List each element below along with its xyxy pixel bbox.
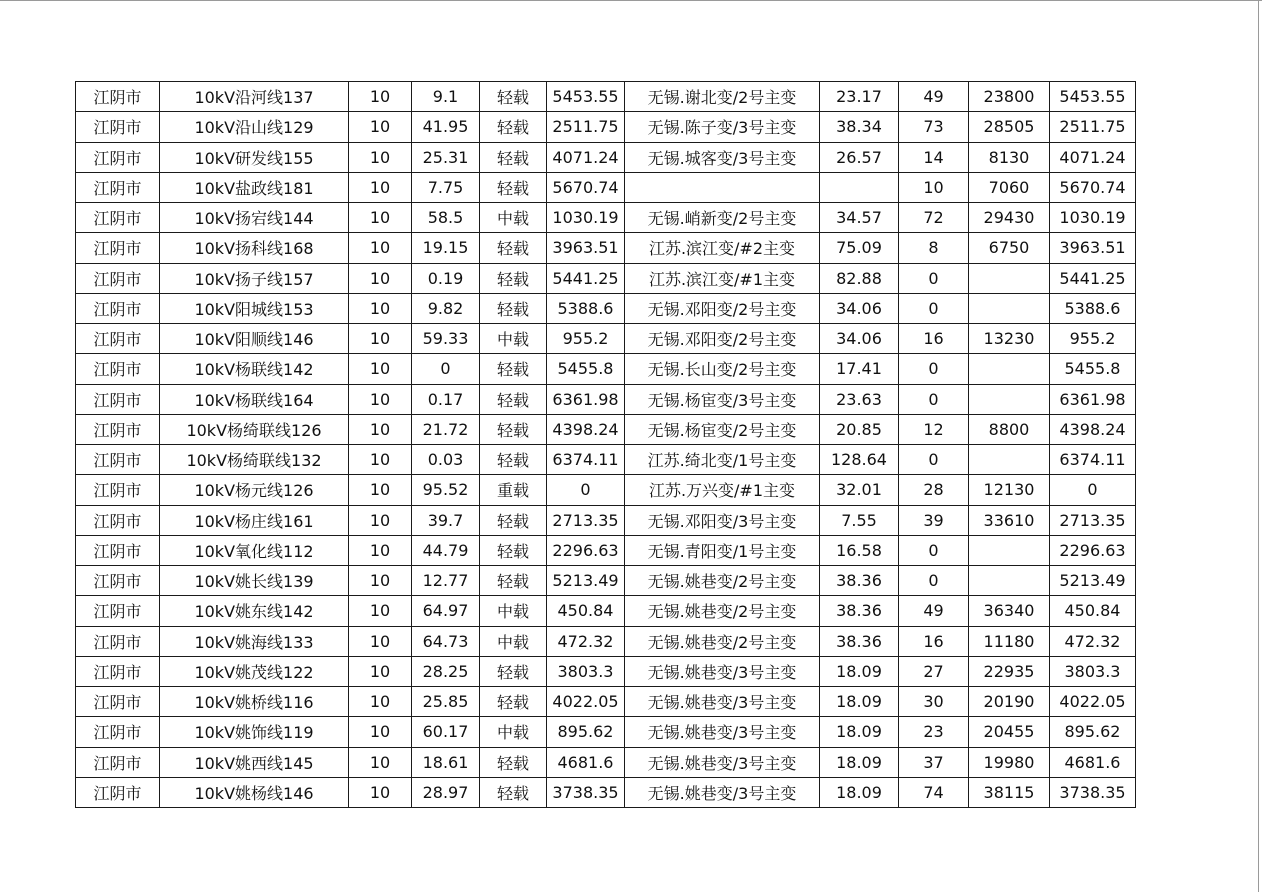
user-capacity-cell: 23800 xyxy=(969,82,1050,112)
user-count-cell: 49 xyxy=(899,82,969,112)
load-status-cell: 中载 xyxy=(480,203,547,233)
transformer-load-cell: 32.01 xyxy=(820,475,899,505)
voltage-cell: 10 xyxy=(349,172,412,202)
capacity-margin-cell: 3803.3 xyxy=(547,656,625,686)
voltage-cell: 10 xyxy=(349,687,412,717)
available-capacity-cell: 2296.63 xyxy=(1050,535,1136,565)
voltage-cell: 10 xyxy=(349,747,412,777)
city-cell: 江阴市 xyxy=(76,384,160,414)
voltage-cell: 10 xyxy=(349,354,412,384)
available-capacity-cell: 2713.35 xyxy=(1050,505,1136,535)
transformer-cell: 无锡.姚巷变/2号主变 xyxy=(625,596,820,626)
city-cell: 江阴市 xyxy=(76,293,160,323)
table-row xyxy=(76,82,1136,112)
transformer-load-cell: 34.57 xyxy=(820,203,899,233)
available-capacity-cell: 955.2 xyxy=(1050,324,1136,354)
page-border-right xyxy=(1258,0,1259,892)
user-count-cell: 73 xyxy=(899,112,969,142)
available-capacity-cell: 5388.6 xyxy=(1050,293,1136,323)
table-row xyxy=(76,354,1136,384)
city-cell: 江阴市 xyxy=(76,414,160,444)
feeder-name-cell: 10kV氧化线112 xyxy=(160,535,349,565)
feeder-name-cell: 10kV沿河线137 xyxy=(160,82,349,112)
load-status-cell: 轻载 xyxy=(480,82,547,112)
load-status-cell: 中载 xyxy=(480,626,547,656)
transformer-cell: 无锡.姚巷变/3号主变 xyxy=(625,717,820,747)
feeder-name-cell: 10kV姚茂线122 xyxy=(160,656,349,686)
load-rate-cell: 25.31 xyxy=(412,142,480,172)
capacity-margin-cell: 5453.55 xyxy=(547,82,625,112)
table-row xyxy=(76,112,1136,142)
city-cell: 江阴市 xyxy=(76,142,160,172)
transformer-cell: 无锡.峭新变/2号主变 xyxy=(625,203,820,233)
load-status-cell: 轻载 xyxy=(480,414,547,444)
city-cell: 江阴市 xyxy=(76,566,160,596)
load-status-cell: 轻载 xyxy=(480,112,547,142)
load-rate-cell: 18.61 xyxy=(412,747,480,777)
available-capacity-cell: 450.84 xyxy=(1050,596,1136,626)
table-row xyxy=(76,414,1136,444)
voltage-cell: 10 xyxy=(349,82,412,112)
feeder-name-cell: 10kV杨元线126 xyxy=(160,475,349,505)
user-count-cell: 0 xyxy=(899,293,969,323)
table-row xyxy=(76,203,1136,233)
load-rate-cell: 12.77 xyxy=(412,566,480,596)
transformer-cell xyxy=(625,172,820,202)
voltage-cell: 10 xyxy=(349,142,412,172)
feeder-name-cell: 10kV杨绮联线132 xyxy=(160,445,349,475)
feeder-name-cell: 10kV姚杨线146 xyxy=(160,777,349,807)
feeder-name-cell: 10kV杨绮联线126 xyxy=(160,414,349,444)
load-status-cell: 轻载 xyxy=(480,747,547,777)
load-rate-cell: 28.25 xyxy=(412,656,480,686)
available-capacity-cell: 3963.51 xyxy=(1050,233,1136,263)
load-rate-cell: 60.17 xyxy=(412,717,480,747)
user-capacity-cell xyxy=(969,354,1050,384)
capacity-margin-cell: 6374.11 xyxy=(547,445,625,475)
voltage-cell: 10 xyxy=(349,475,412,505)
user-capacity-cell: 6750 xyxy=(969,233,1050,263)
transformer-load-cell: 34.06 xyxy=(820,293,899,323)
transformer-load-cell: 82.88 xyxy=(820,263,899,293)
load-rate-cell: 9.82 xyxy=(412,293,480,323)
available-capacity-cell: 1030.19 xyxy=(1050,203,1136,233)
table-row xyxy=(76,172,1136,202)
load-status-cell: 轻载 xyxy=(480,777,547,807)
load-status-cell: 轻载 xyxy=(480,293,547,323)
transformer-cell: 无锡.邓阳变/2号主变 xyxy=(625,293,820,323)
table-row xyxy=(76,384,1136,414)
user-count-cell: 10 xyxy=(899,172,969,202)
user-capacity-cell: 12130 xyxy=(969,475,1050,505)
user-capacity-cell xyxy=(969,384,1050,414)
user-capacity-cell: 8800 xyxy=(969,414,1050,444)
user-capacity-cell xyxy=(969,445,1050,475)
capacity-margin-cell: 3963.51 xyxy=(547,233,625,263)
transformer-cell: 无锡.姚巷变/2号主变 xyxy=(625,566,820,596)
load-rate-cell: 41.95 xyxy=(412,112,480,142)
user-count-cell: 0 xyxy=(899,263,969,293)
feeder-name-cell: 10kV杨联线164 xyxy=(160,384,349,414)
load-rate-cell: 7.75 xyxy=(412,172,480,202)
user-capacity-cell: 36340 xyxy=(969,596,1050,626)
load-rate-cell: 0.19 xyxy=(412,263,480,293)
capacity-margin-cell: 955.2 xyxy=(547,324,625,354)
voltage-cell: 10 xyxy=(349,112,412,142)
city-cell: 江阴市 xyxy=(76,596,160,626)
voltage-cell: 10 xyxy=(349,324,412,354)
city-cell: 江阴市 xyxy=(76,324,160,354)
table-row xyxy=(76,777,1136,807)
city-cell: 江阴市 xyxy=(76,535,160,565)
city-cell: 江阴市 xyxy=(76,82,160,112)
transformer-cell: 无锡.陈子变/3号主变 xyxy=(625,112,820,142)
load-status-cell: 轻载 xyxy=(480,445,547,475)
capacity-margin-cell: 4681.6 xyxy=(547,747,625,777)
load-status-cell: 轻载 xyxy=(480,172,547,202)
user-count-cell: 16 xyxy=(899,324,969,354)
capacity-margin-cell: 6361.98 xyxy=(547,384,625,414)
transformer-load-cell: 38.36 xyxy=(820,626,899,656)
city-cell: 江阴市 xyxy=(76,777,160,807)
load-rate-cell: 64.97 xyxy=(412,596,480,626)
transformer-load-cell xyxy=(820,172,899,202)
city-cell: 江阴市 xyxy=(76,354,160,384)
user-count-cell: 37 xyxy=(899,747,969,777)
user-count-cell: 39 xyxy=(899,505,969,535)
voltage-cell: 10 xyxy=(349,414,412,444)
load-status-cell: 轻载 xyxy=(480,263,547,293)
capacity-margin-cell: 2511.75 xyxy=(547,112,625,142)
load-rate-cell: 19.15 xyxy=(412,233,480,263)
voltage-cell: 10 xyxy=(349,596,412,626)
load-rate-cell: 21.72 xyxy=(412,414,480,444)
transformer-load-cell: 16.58 xyxy=(820,535,899,565)
table-row xyxy=(76,445,1136,475)
load-rate-cell: 64.73 xyxy=(412,626,480,656)
feeder-name-cell: 10kV杨庄线161 xyxy=(160,505,349,535)
user-capacity-cell: 20455 xyxy=(969,717,1050,747)
load-status-cell: 中载 xyxy=(480,596,547,626)
user-capacity-cell: 11180 xyxy=(969,626,1050,656)
transformer-cell: 无锡.姚巷变/3号主变 xyxy=(625,747,820,777)
city-cell: 江阴市 xyxy=(76,626,160,656)
load-rate-cell: 58.5 xyxy=(412,203,480,233)
user-capacity-cell: 28505 xyxy=(969,112,1050,142)
available-capacity-cell: 5453.55 xyxy=(1050,82,1136,112)
available-capacity-cell: 2511.75 xyxy=(1050,112,1136,142)
capacity-margin-cell: 472.32 xyxy=(547,626,625,656)
feeder-name-cell: 10kV阳顺线146 xyxy=(160,324,349,354)
capacity-margin-cell: 0 xyxy=(547,475,625,505)
voltage-cell: 10 xyxy=(349,777,412,807)
load-rate-cell: 39.7 xyxy=(412,505,480,535)
available-capacity-cell: 5213.49 xyxy=(1050,566,1136,596)
user-count-cell: 0 xyxy=(899,445,969,475)
user-count-cell: 16 xyxy=(899,626,969,656)
table-row xyxy=(76,656,1136,686)
city-cell: 江阴市 xyxy=(76,475,160,505)
available-capacity-cell: 4681.6 xyxy=(1050,747,1136,777)
feeder-name-cell: 10kV姚海线133 xyxy=(160,626,349,656)
transformer-load-cell: 23.63 xyxy=(820,384,899,414)
voltage-cell: 10 xyxy=(349,263,412,293)
table-row xyxy=(76,263,1136,293)
city-cell: 江阴市 xyxy=(76,656,160,686)
transformer-load-cell: 18.09 xyxy=(820,777,899,807)
user-count-cell: 72 xyxy=(899,203,969,233)
available-capacity-cell: 4071.24 xyxy=(1050,142,1136,172)
transformer-cell: 无锡.长山变/2号主变 xyxy=(625,354,820,384)
available-capacity-cell: 3738.35 xyxy=(1050,777,1136,807)
available-capacity-cell: 6374.11 xyxy=(1050,445,1136,475)
table-row xyxy=(76,505,1136,535)
voltage-cell: 10 xyxy=(349,717,412,747)
table-row xyxy=(76,475,1136,505)
voltage-cell: 10 xyxy=(349,535,412,565)
load-rate-cell: 95.52 xyxy=(412,475,480,505)
user-capacity-cell: 19980 xyxy=(969,747,1050,777)
load-status-cell: 轻载 xyxy=(480,384,547,414)
table-row xyxy=(76,535,1136,565)
load-status-cell: 轻载 xyxy=(480,505,547,535)
available-capacity-cell: 4022.05 xyxy=(1050,687,1136,717)
transformer-load-cell: 128.64 xyxy=(820,445,899,475)
load-status-cell: 轻载 xyxy=(480,233,547,263)
user-capacity-cell: 22935 xyxy=(969,656,1050,686)
load-status-cell: 轻载 xyxy=(480,687,547,717)
transformer-cell: 无锡.杨宦变/2号主变 xyxy=(625,414,820,444)
transformer-load-cell: 18.09 xyxy=(820,656,899,686)
load-rate-cell: 9.1 xyxy=(412,82,480,112)
transformer-load-cell: 38.34 xyxy=(820,112,899,142)
transformer-cell: 江苏.绮北变/1号主变 xyxy=(625,445,820,475)
user-capacity-cell xyxy=(969,293,1050,323)
feeder-name-cell: 10kV盐政线181 xyxy=(160,172,349,202)
voltage-cell: 10 xyxy=(349,384,412,414)
city-cell: 江阴市 xyxy=(76,172,160,202)
capacity-margin-cell: 5455.8 xyxy=(547,354,625,384)
feeder-name-cell: 10kV姚东线142 xyxy=(160,596,349,626)
capacity-margin-cell: 2296.63 xyxy=(547,535,625,565)
user-count-cell: 28 xyxy=(899,475,969,505)
transformer-load-cell: 38.36 xyxy=(820,596,899,626)
feeder-name-cell: 10kV杨联线142 xyxy=(160,354,349,384)
voltage-cell: 10 xyxy=(349,445,412,475)
user-capacity-cell: 7060 xyxy=(969,172,1050,202)
user-count-cell: 30 xyxy=(899,687,969,717)
available-capacity-cell: 472.32 xyxy=(1050,626,1136,656)
transformer-cell: 无锡.姚巷变/2号主变 xyxy=(625,626,820,656)
capacity-margin-cell: 4022.05 xyxy=(547,687,625,717)
transformer-cell: 无锡.姚巷变/3号主变 xyxy=(625,656,820,686)
capacity-margin-cell: 5388.6 xyxy=(547,293,625,323)
capacity-margin-cell: 5670.74 xyxy=(547,172,625,202)
capacity-margin-cell: 450.84 xyxy=(547,596,625,626)
city-cell: 江阴市 xyxy=(76,203,160,233)
transformer-cell: 无锡.邓阳变/3号主变 xyxy=(625,505,820,535)
capacity-margin-cell: 3738.35 xyxy=(547,777,625,807)
feeder-name-cell: 10kV研发线155 xyxy=(160,142,349,172)
table-row xyxy=(76,324,1136,354)
user-capacity-cell: 13230 xyxy=(969,324,1050,354)
user-capacity-cell: 38115 xyxy=(969,777,1050,807)
available-capacity-cell: 5441.25 xyxy=(1050,263,1136,293)
transformer-load-cell: 34.06 xyxy=(820,324,899,354)
available-capacity-cell: 5455.8 xyxy=(1050,354,1136,384)
transformer-cell: 江苏.滨江变/#2主变 xyxy=(625,233,820,263)
transformer-load-cell: 7.55 xyxy=(820,505,899,535)
transformer-cell: 江苏.滨江变/#1主变 xyxy=(625,263,820,293)
city-cell: 江阴市 xyxy=(76,747,160,777)
available-capacity-cell: 4398.24 xyxy=(1050,414,1136,444)
user-count-cell: 0 xyxy=(899,354,969,384)
user-count-cell: 74 xyxy=(899,777,969,807)
capacity-margin-cell: 4398.24 xyxy=(547,414,625,444)
feeder-name-cell: 10kV阳城线153 xyxy=(160,293,349,323)
load-rate-cell: 59.33 xyxy=(412,324,480,354)
load-status-cell: 轻载 xyxy=(480,142,547,172)
feeder-name-cell: 10kV沿山线129 xyxy=(160,112,349,142)
voltage-cell: 10 xyxy=(349,505,412,535)
available-capacity-cell: 5670.74 xyxy=(1050,172,1136,202)
user-capacity-cell xyxy=(969,566,1050,596)
load-rate-cell: 0.03 xyxy=(412,445,480,475)
voltage-cell: 10 xyxy=(349,203,412,233)
load-rate-cell: 0.17 xyxy=(412,384,480,414)
user-capacity-cell: 8130 xyxy=(969,142,1050,172)
capacity-margin-cell: 1030.19 xyxy=(547,203,625,233)
city-cell: 江阴市 xyxy=(76,233,160,263)
capacity-margin-cell: 5213.49 xyxy=(547,566,625,596)
transformer-cell: 无锡.谢北变/2号主变 xyxy=(625,82,820,112)
city-cell: 江阴市 xyxy=(76,687,160,717)
city-cell: 江阴市 xyxy=(76,112,160,142)
table-body xyxy=(76,82,1136,808)
load-rate-cell: 25.85 xyxy=(412,687,480,717)
city-cell: 江阴市 xyxy=(76,445,160,475)
transformer-cell: 无锡.城客变/3号主变 xyxy=(625,142,820,172)
user-count-cell: 27 xyxy=(899,656,969,686)
load-rate-cell: 0 xyxy=(412,354,480,384)
user-capacity-cell: 20190 xyxy=(969,687,1050,717)
table-row xyxy=(76,687,1136,717)
transformer-cell: 无锡.青阳变/1号主变 xyxy=(625,535,820,565)
load-status-cell: 轻载 xyxy=(480,656,547,686)
transformer-load-cell: 18.09 xyxy=(820,687,899,717)
load-status-cell: 轻载 xyxy=(480,354,547,384)
feeder-name-cell: 10kV姚桥线116 xyxy=(160,687,349,717)
available-capacity-cell: 6361.98 xyxy=(1050,384,1136,414)
load-status-cell: 轻载 xyxy=(480,566,547,596)
available-capacity-cell: 895.62 xyxy=(1050,717,1136,747)
feeder-name-cell: 10kV姚西线145 xyxy=(160,747,349,777)
table-row xyxy=(76,747,1136,777)
capacity-margin-cell: 4071.24 xyxy=(547,142,625,172)
city-cell: 江阴市 xyxy=(76,263,160,293)
transformer-load-cell: 23.17 xyxy=(820,82,899,112)
table-row xyxy=(76,596,1136,626)
table-row xyxy=(76,717,1136,747)
feeder-name-cell: 10kV姚饰线119 xyxy=(160,717,349,747)
transformer-load-cell: 20.85 xyxy=(820,414,899,444)
user-count-cell: 0 xyxy=(899,384,969,414)
transformer-cell: 无锡.邓阳变/2号主变 xyxy=(625,324,820,354)
city-cell: 江阴市 xyxy=(76,717,160,747)
load-status-cell: 轻载 xyxy=(480,535,547,565)
capacity-margin-cell: 2713.35 xyxy=(547,505,625,535)
user-count-cell: 14 xyxy=(899,142,969,172)
load-rate-cell: 28.97 xyxy=(412,777,480,807)
transformer-load-cell: 17.41 xyxy=(820,354,899,384)
table-row xyxy=(76,626,1136,656)
voltage-cell: 10 xyxy=(349,233,412,263)
user-count-cell: 0 xyxy=(899,566,969,596)
transformer-load-cell: 38.36 xyxy=(820,566,899,596)
user-count-cell: 0 xyxy=(899,535,969,565)
transformer-cell: 江苏.万兴变/#1主变 xyxy=(625,475,820,505)
table-row xyxy=(76,293,1136,323)
table-row xyxy=(76,233,1136,263)
voltage-cell: 10 xyxy=(349,626,412,656)
capacity-margin-cell: 5441.25 xyxy=(547,263,625,293)
city-cell: 江阴市 xyxy=(76,505,160,535)
transformer-load-cell: 18.09 xyxy=(820,747,899,777)
transformer-cell: 无锡.杨宦变/3号主变 xyxy=(625,384,820,414)
feeder-name-cell: 10kV姚长线139 xyxy=(160,566,349,596)
voltage-cell: 10 xyxy=(349,566,412,596)
available-capacity-cell: 0 xyxy=(1050,475,1136,505)
feeder-load-table xyxy=(75,81,1136,808)
load-status-cell: 中载 xyxy=(480,717,547,747)
user-capacity-cell: 33610 xyxy=(969,505,1050,535)
user-count-cell: 8 xyxy=(899,233,969,263)
transformer-load-cell: 26.57 xyxy=(820,142,899,172)
feeder-name-cell: 10kV扬宕线144 xyxy=(160,203,349,233)
user-capacity-cell: 29430 xyxy=(969,203,1050,233)
page-border-top xyxy=(0,0,1262,1)
table-row xyxy=(76,142,1136,172)
feeder-name-cell: 10kV扬科线168 xyxy=(160,233,349,263)
table-row xyxy=(76,566,1136,596)
load-status-cell: 中载 xyxy=(480,324,547,354)
transformer-cell: 无锡.姚巷变/3号主变 xyxy=(625,687,820,717)
user-count-cell: 12 xyxy=(899,414,969,444)
voltage-cell: 10 xyxy=(349,293,412,323)
user-capacity-cell xyxy=(969,535,1050,565)
load-status-cell: 重载 xyxy=(480,475,547,505)
load-rate-cell: 44.79 xyxy=(412,535,480,565)
user-capacity-cell xyxy=(969,263,1050,293)
feeder-name-cell: 10kV扬子线157 xyxy=(160,263,349,293)
available-capacity-cell: 3803.3 xyxy=(1050,656,1136,686)
capacity-margin-cell: 895.62 xyxy=(547,717,625,747)
transformer-cell: 无锡.姚巷变/3号主变 xyxy=(625,777,820,807)
user-count-cell: 23 xyxy=(899,717,969,747)
voltage-cell: 10 xyxy=(349,656,412,686)
transformer-load-cell: 75.09 xyxy=(820,233,899,263)
transformer-load-cell: 18.09 xyxy=(820,717,899,747)
user-count-cell: 49 xyxy=(899,596,969,626)
